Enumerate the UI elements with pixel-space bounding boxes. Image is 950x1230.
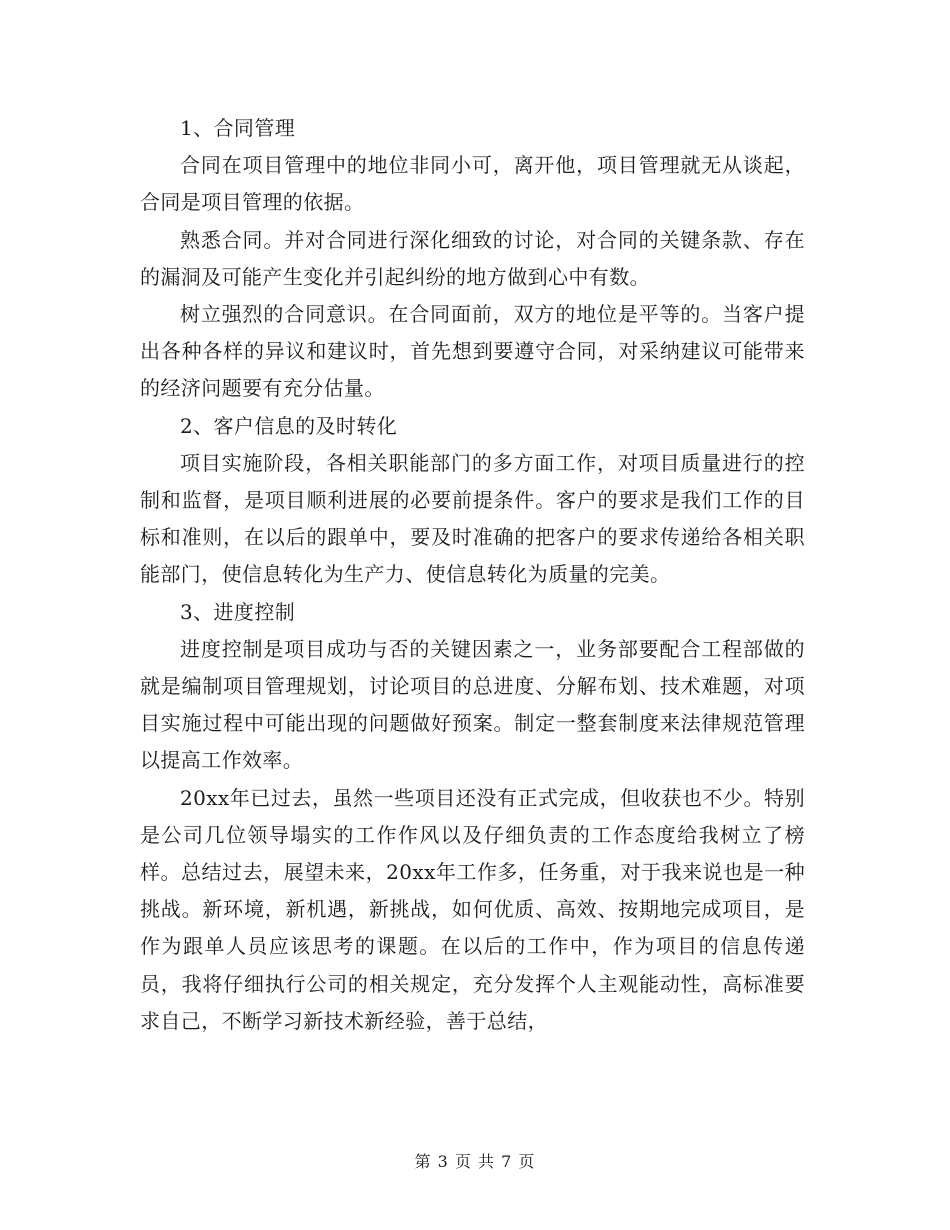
section-heading-customer-info: 2、客户信息的及时转化 — [180, 413, 398, 438]
paragraph: 熟悉合同。并对合同进行深化细致的讨论，对合同的关键条款、存在的漏洞及可能产生变化并引起纠纷的地方做到心中有数。 — [140, 227, 805, 289]
paragraph: 项目实施阶段，各相关职能部门的多方面工作，对项目质量进行的控制和监督，是项目顺利进展的必要前提条件。客户的要求是我们工作的目标和准则，在以后的跟单中，要及时准确的把客户的要求传递给各相关职能部门，使信息转化为生产力、使信息转化为质量的完美。 — [140, 450, 805, 587]
paragraph: 树立强烈的合同意识。在合同面前，双方的地位是平等的。当客户提出各种各样的异议和建议时，首先想到要遵守合同，对采纳建议可能带来的经济问题要有充分估量。 — [140, 302, 805, 401]
paragraph: 合同在项目管理中的地位非同小可，离开他，项目管理就无从谈起，合同是项目管理的依据。 — [140, 153, 805, 215]
paragraph: 进度控制是项目成功与否的关键因素之一，业务部要配合工程部做的就是编制项目管理规划，讨论项目的总进度、分解布划、技术难题，对项目实施过程中可能出现的问题做好预案。制定一整套制度来法律规范管理以提高工作效率。 — [140, 636, 805, 773]
paragraph: 20xx年已过去，虽然一些项目还没有正式完成，但收获也不少。特别是公司几位领导塌实的工作作风以及仔细负责的工作态度给我树立了榜样。总结过去，展望未来，20xx年工作多，任务重，对于我来说也是一种挑战。新环境，新机遇，新挑战，如何优质、高效、按期地完成项目，是作为跟单人员应该思考的课题。在以后的工作中，作为项目的信息传递员，我将仔细执行公司的相关规定，充分发挥个人主观能动性，高标准要求自己，不断学习新技术新经验，善于总结， — [140, 785, 805, 1033]
page-number-footer: 第 3 页 共 7 页 — [414, 1152, 536, 1171]
section-heading-schedule: 3、进度控制 — [180, 599, 296, 624]
document-body — [140, 110, 805, 1040]
section-heading-contract: 1、合同管理 — [180, 116, 296, 140]
